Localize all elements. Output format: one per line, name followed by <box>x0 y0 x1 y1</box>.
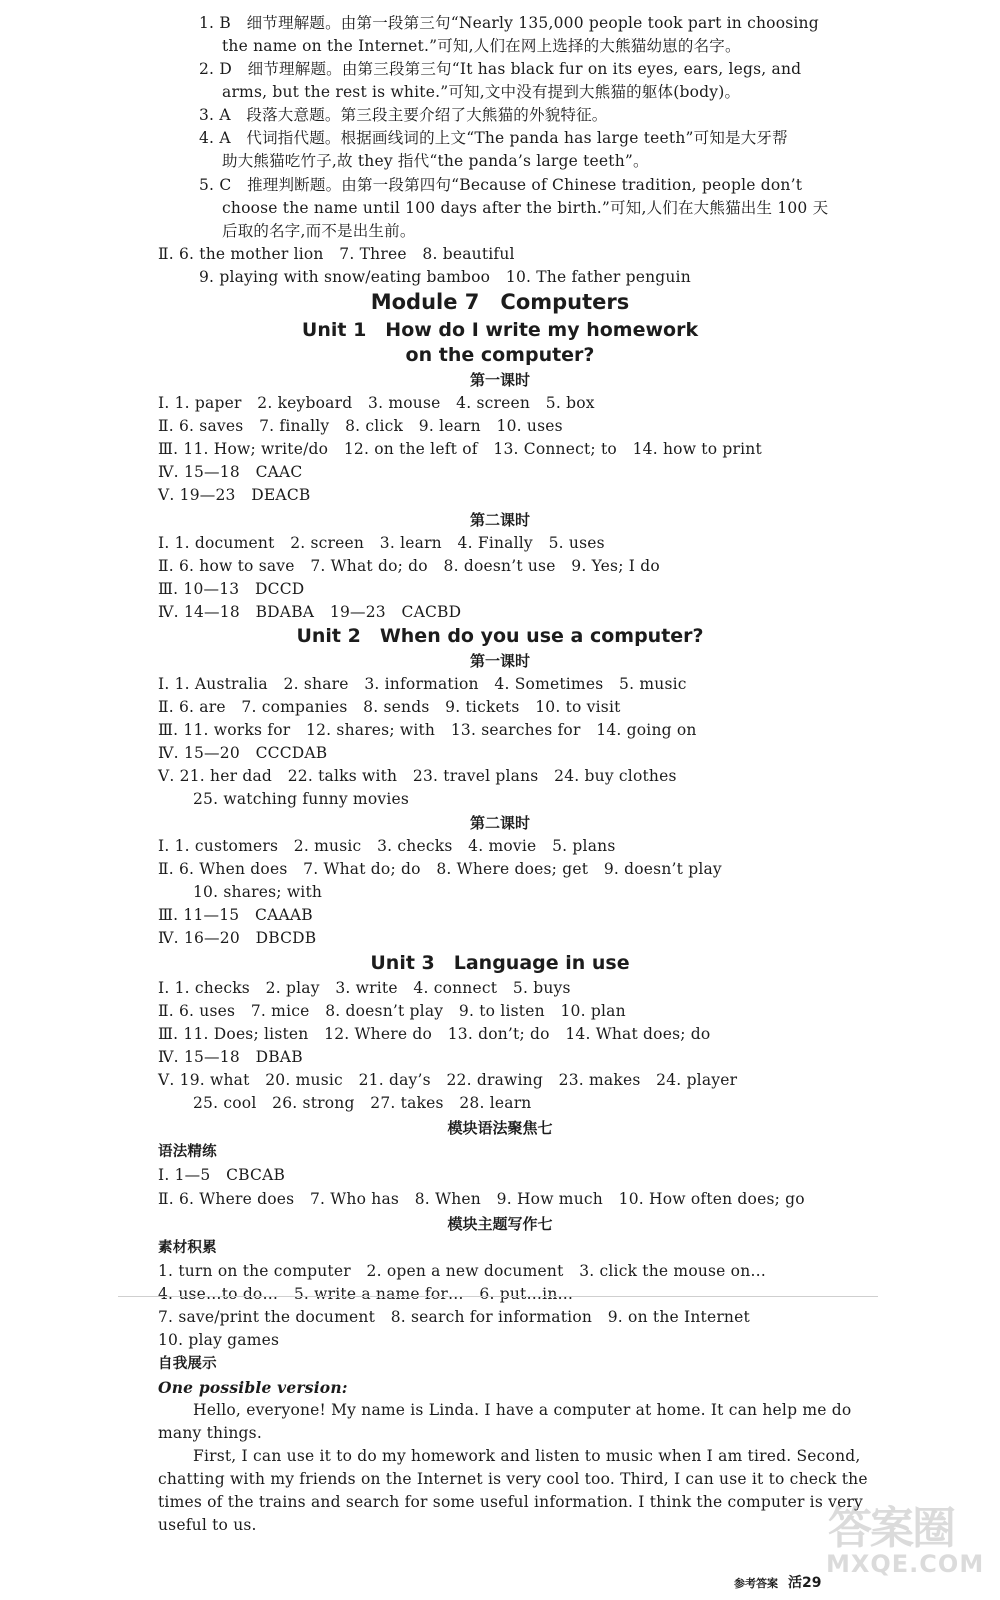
answer-line: 2. D 细节理解题。由第三段第三句“It has black fur on its eyes, ears, legs, and <box>199 60 802 78</box>
module-title: Module 7 Computers <box>370 290 630 314</box>
answer-line: Ⅱ. 6. When does 7. What do; do 8. Where does; get 9. doesn’t play <box>158 860 722 878</box>
answer-line: Ⅲ. 11. Does; listen 12. Where do 13. don’t; do 14. What does; do <box>158 1025 711 1043</box>
footer-label: 参考答案 <box>734 1577 778 1590</box>
subsection-label: 素材积累 <box>158 1240 217 1256</box>
subsection-label: 语法精练 <box>158 1144 217 1160</box>
section-heading: 模块语法聚焦七 <box>447 1119 553 1137</box>
answer-line: Ⅱ. 6. how to save 7. What do; do 8. doesn’t use 9. Yes; I do <box>158 557 660 575</box>
section-heading: 第一课时 <box>469 652 530 670</box>
answer-line: Ⅳ. 15—20 CCCDAB <box>158 744 328 762</box>
answer-line: 7. save/print the document 8. search for information 9. on the Internet <box>158 1308 750 1326</box>
version-label: One possible version: <box>158 1378 348 1397</box>
watermark-text: 答案圈 <box>828 1503 954 1554</box>
answer-line: Ⅴ. 21. her dad 22. talks with 23. travel plans 24. buy clothes <box>158 767 677 785</box>
answer-line: Ⅲ. 11. works for 12. shares; with 13. searches for 14. going on <box>158 721 697 739</box>
watermark-logo <box>824 1488 985 1588</box>
section-heading: 第二课时 <box>469 814 530 832</box>
watermark-url: MXQE.COM <box>826 1550 985 1578</box>
answer-line: Ⅰ. 1. document 2. screen 3. learn 4. Finally 5. uses <box>158 534 605 552</box>
subsection-label: 自我展示 <box>158 1356 217 1372</box>
answer-line: Ⅲ. 10—13 DCCD <box>158 580 305 598</box>
unit-title: Unit 2 When do you use a computer? <box>296 625 704 647</box>
answer-line: choose the name until 100 days after the birth.”可知,人们在大熊猫出生 100 天 <box>222 199 829 217</box>
answer-line: Ⅱ. 6. saves 7. finally 8. click 9. learn 10. uses <box>158 417 563 435</box>
answer-line: Ⅳ. 15—18 DBAB <box>158 1048 303 1066</box>
answer-line: 10. play games <box>158 1331 280 1349</box>
answer-line: 10. shares; with <box>193 883 323 901</box>
answer-line: 25. watching funny movies <box>193 790 410 808</box>
answer-line: 4. use…to do… 5. write a name for… 6. put…in… <box>158 1285 574 1303</box>
answer-line: 25. cool 26. strong 27. takes 28. learn <box>193 1094 532 1112</box>
answer-line: Ⅰ. 1. customers 2. music 3. checks 4. movie 5. plans <box>158 837 616 855</box>
answer-line: chatting with my friends on the Internet is very cool too. Third, I can use it to check the <box>158 1470 868 1488</box>
page-number: 活29 <box>788 1575 822 1591</box>
answer-line: 1. B 细节理解题。由第一段第三句“Nearly 135,000 people took part in choosing <box>199 14 819 32</box>
answer-line: 5. C 推理判断题。由第一段第四句“Because of Chinese tradition, people don’t <box>199 176 803 194</box>
answer-line: arms, but the rest is white.”可知,文中没有提到大熊猫的躯体(body)。 <box>222 83 741 101</box>
answer-line: Ⅲ. 11—15 CAAAB <box>158 906 313 924</box>
answer-line: Ⅲ. 11. How; write/do 12. on the left of 13. Connect; to 14. how to print <box>158 440 762 458</box>
answer-line: Ⅳ. 15—18 CAAC <box>158 463 303 481</box>
answer-line: Ⅰ. 1. checks 2. play 3. write 4. connect 5. buys <box>158 979 571 997</box>
answer-line: Ⅴ. 19. what 20. music 21. day’s 22. drawing 23. makes 24. player <box>158 1071 738 1089</box>
unit-title: on the computer? <box>405 344 595 366</box>
answer-line: useful to us. <box>158 1516 257 1534</box>
page-footer <box>734 1572 821 1592</box>
unit-title: Unit 3 Language in use <box>370 952 630 974</box>
unit-title: Unit 1 How do I write my homework <box>301 319 699 341</box>
answer-line: Hello, everyone! My name is Linda. I have a computer at home. It can help me do <box>193 1401 852 1419</box>
divider-rule <box>118 1296 878 1297</box>
answer-line: the name on the Internet.”可知,人们在网上选择的大熊猫幼崽的名字。 <box>222 37 741 55</box>
answer-line: Ⅳ. 14—18 BDABA 19—23 CACBD <box>158 603 462 621</box>
answer-line: First, I can use it to do my homework and listen to music when I am tired. Second, <box>193 1447 861 1465</box>
answer-line: 9. playing with snow/eating bamboo 10. The father penguin <box>199 268 691 286</box>
section-heading: 第一课时 <box>469 371 530 389</box>
answer-line: 1. turn on the computer 2. open a new document 3. click the mouse on… <box>158 1262 767 1280</box>
answer-line: Ⅱ. 6. are 7. companies 8. sends 9. tickets 10. to visit <box>158 698 621 716</box>
answer-line: 4. A 代词指代题。根据画线词的上文“The panda has large teeth”可知是大牙帮 <box>199 129 788 147</box>
section-heading: 模块主题写作七 <box>447 1215 553 1233</box>
answer-line: Ⅱ. 6. Where does 7. Who has 8. When 9. How much 10. How often does; go <box>158 1190 805 1208</box>
answer-line: Ⅰ. 1. paper 2. keyboard 3. mouse 4. screen 5. box <box>158 394 595 412</box>
section-heading: 第二课时 <box>469 511 530 529</box>
answer-line: times of the trains and search for some useful information. I think the computer is very <box>158 1493 864 1511</box>
answer-line: Ⅴ. 19—23 DEACB <box>158 486 311 504</box>
answer-line: Ⅳ. 16—20 DBCDB <box>158 929 317 947</box>
answer-line: 后取的名字,而不是出生前。 <box>222 222 416 240</box>
answer-line: Ⅱ. 6. the mother lion 7. Three 8. beautiful <box>158 245 515 263</box>
answer-line: many things. <box>158 1424 262 1442</box>
answer-line: Ⅰ. 1—5 CBCAB <box>158 1166 286 1184</box>
answer-line: Ⅱ. 6. uses 7. mice 8. doesn’t play 9. to listen 10. plan <box>158 1002 626 1020</box>
answer-line: 3. A 段落大意题。第三段主要介绍了大熊猫的外貌特征。 <box>199 106 608 124</box>
answer-line: Ⅰ. 1. Australia 2. share 3. information 4. Sometimes 5. music <box>158 675 687 693</box>
answer-line: 助大熊猫吃竹子,故 they 指代“the panda’s large teeth”。 <box>222 152 649 170</box>
